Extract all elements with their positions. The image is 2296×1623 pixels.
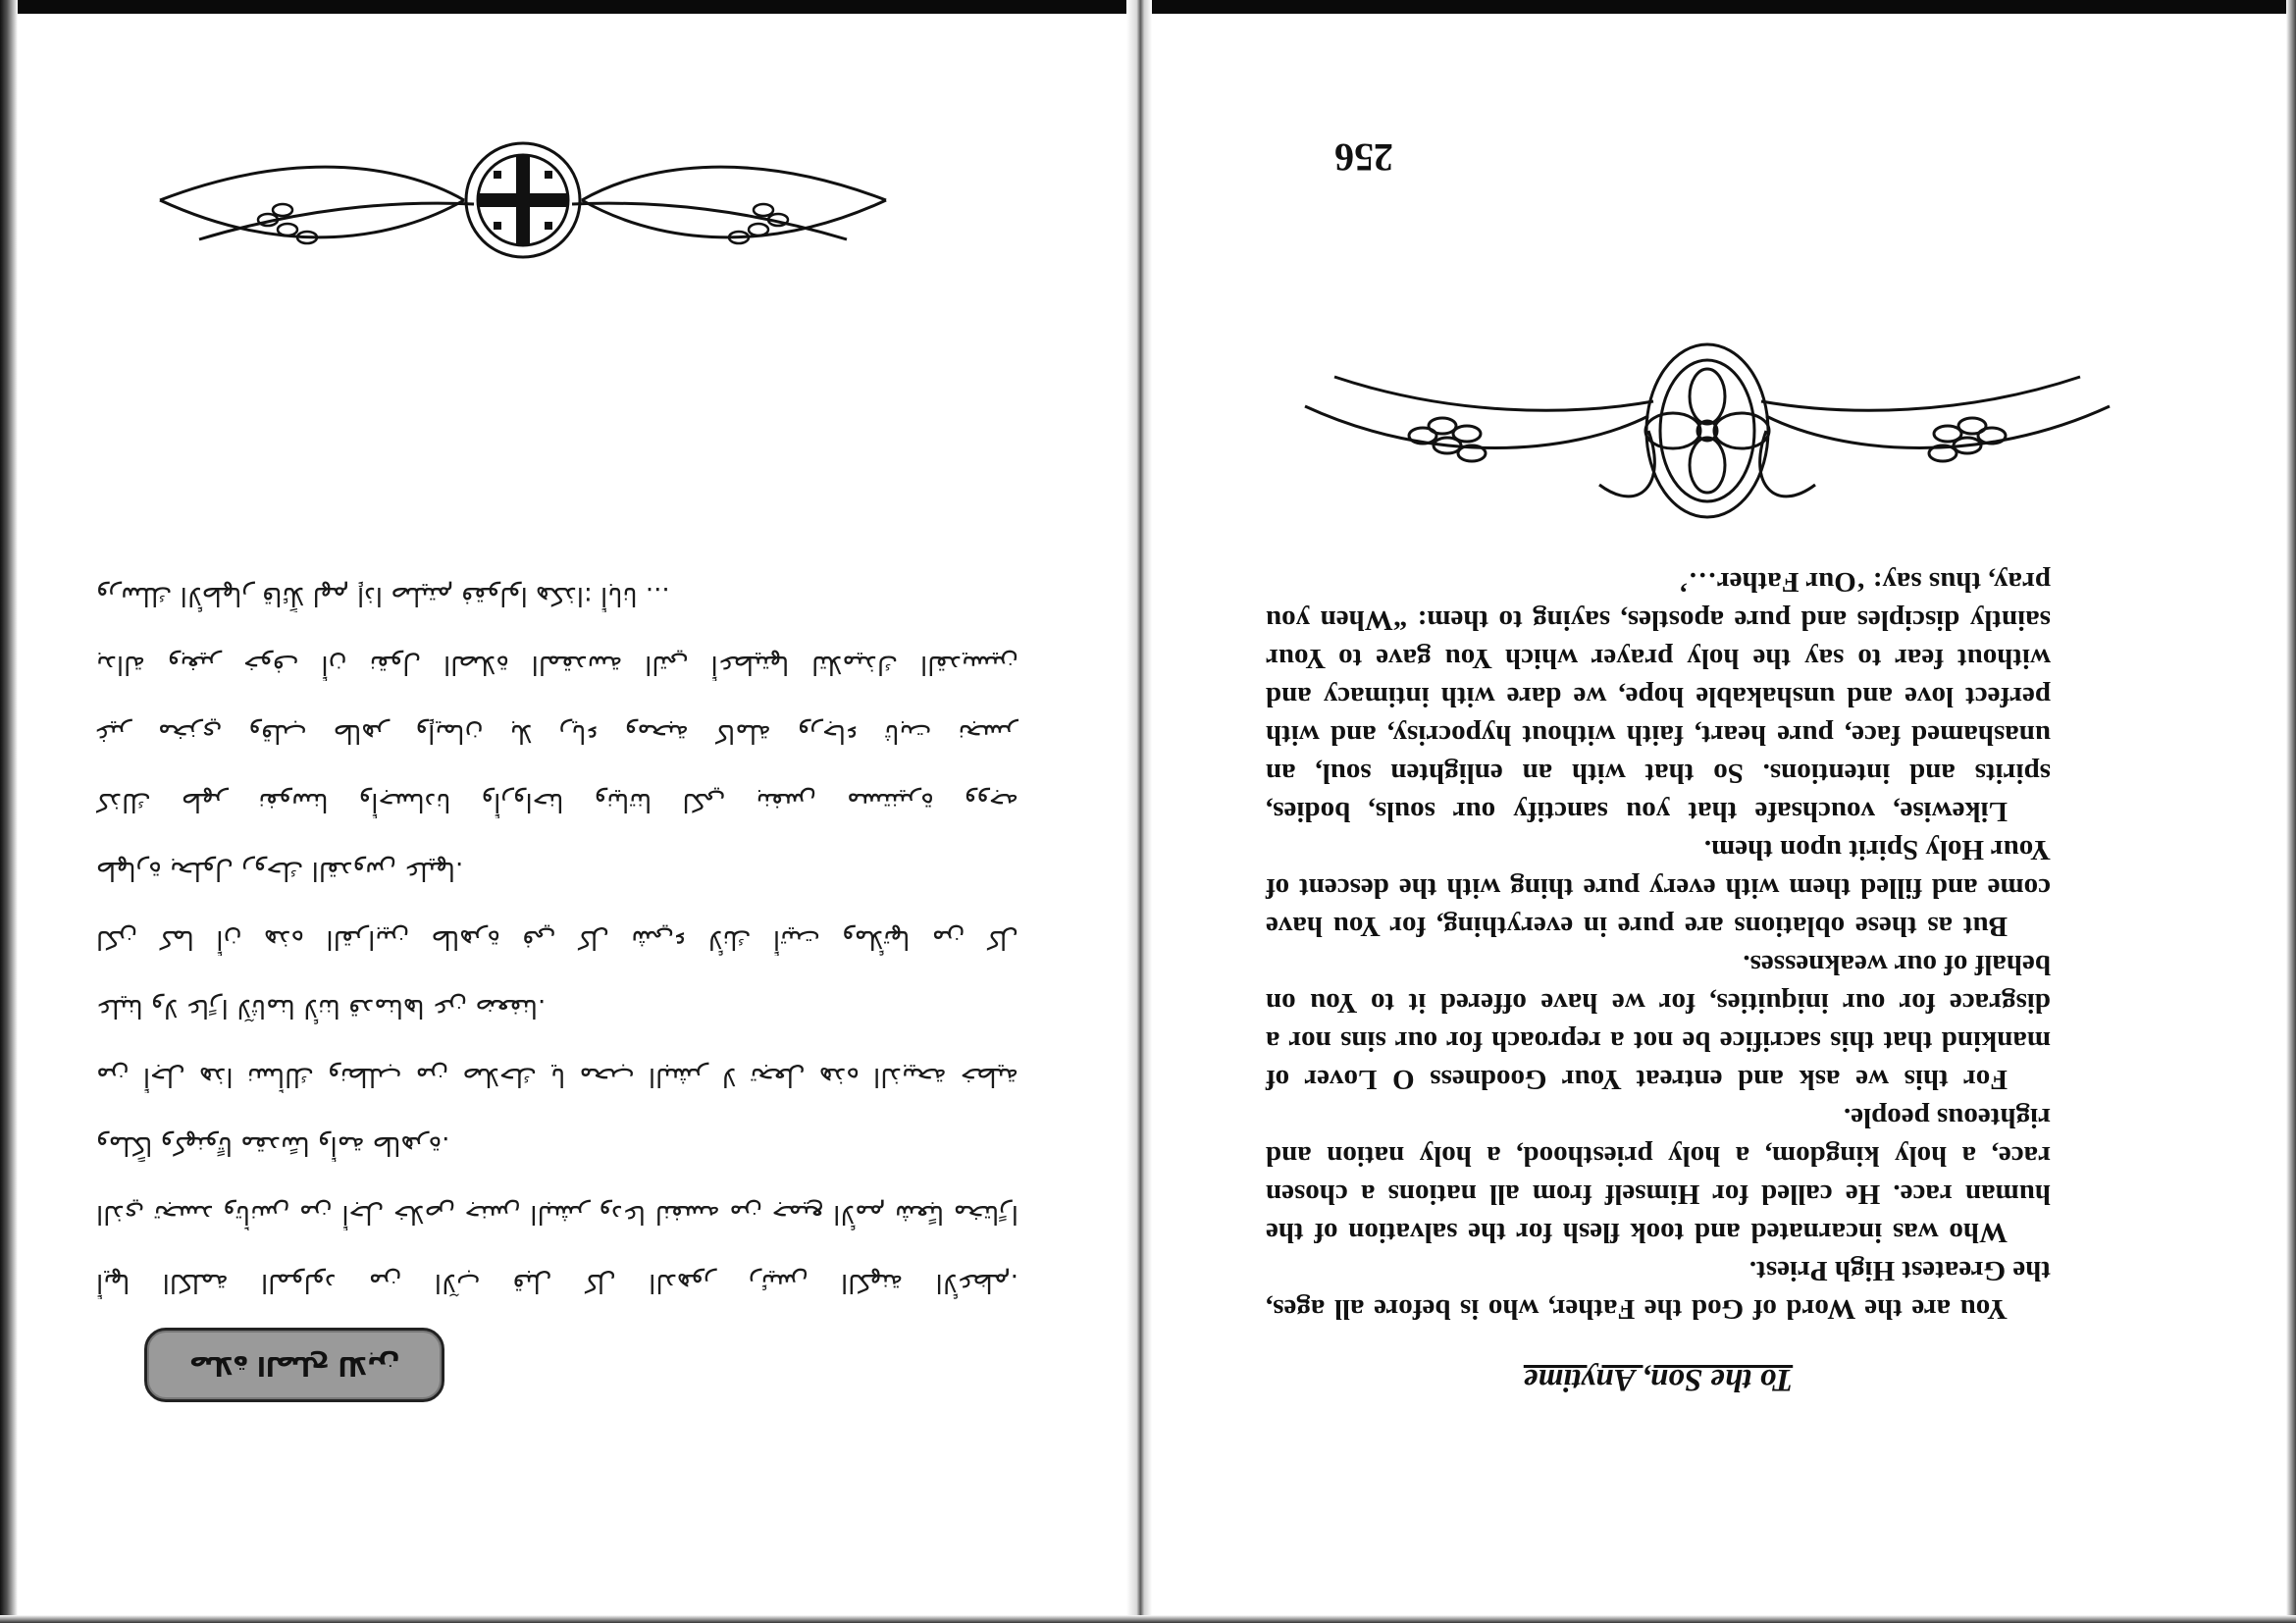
arabic-line: من أجل هذا نسألك ونطلب من صلاحك يا محب البشر لا تجعل هذه الذبيحة خطية <box>96 1062 1018 1091</box>
left-page <box>18 0 1126 1623</box>
paragraph: Who was incarnated and took flesh for the salvation of the human race. He called for Himself from all nations a chosen race, a holy kingdom, a holy priesthood, a holy nation and righteous people. <box>1266 1102 2051 1248</box>
arabic-line: طهارة بحلول روحك القدوس عليها. <box>96 856 464 885</box>
scan-left-edge <box>0 0 18 1623</box>
arabic-line: غير مخزي وقلب طاهر وإيمان بلا رياء ومحبة كاملة ورجاء ثابت نجسر <box>96 718 1018 748</box>
paragraph: But as these oblations are pure in everything, for You have come and filled them with every pure thing with the descent of Your Holy Spirit upon them. <box>1266 834 2051 942</box>
paragraph: You are the Word of God the Father, who is before all ages, the Greatest High Priest. <box>1266 1255 2051 1325</box>
arabic-line: وملكًا وكهنوتًا مقدسًا وأمة طاهرة. <box>96 1130 450 1160</box>
arabic-line: بدالة وبغير خوف أن نقول الصلاة المقدسة التي أعطيتها لتلاميذك القديسين <box>96 650 1018 679</box>
arabic-text-block <box>96 544 1018 1299</box>
english-text-block <box>1266 562 2051 1397</box>
paragraph: For this we ask and entreat Your Goodness O Lover of mankind that this sacrifice be not a reproach for our sins nor a disgrace for our iniquities, for we have offered it to You on behalf of our weaknesses. <box>1266 949 2051 1095</box>
arabic-line: كذلك طهر نفوسنا وأجسادنا وأرواحنا ونياتنا لكي بنفس مستنيرة ووجه <box>96 787 1018 816</box>
book-spine <box>1126 0 1152 1623</box>
arabic-line: ورسلك الأطهار قائلًا لهم إذا صليتم فقولوا هكذا: أبانا ... <box>96 581 670 610</box>
arabic-line: الذي تجسد وتأنس من أجل خلاص جنس البشر ودعا لنفسه من جميع الأمم شعبًا مختارًا <box>96 1199 1018 1229</box>
arabic-line: لكن كما أن هذه القرابين طاهرة في كل شيء لأنك أتيت وملأتها من كل <box>96 924 1018 954</box>
right-page <box>1168 0 2296 1623</box>
wheat-flower-ornament-icon <box>1276 338 2139 524</box>
arabic-line: أيها الكلمة المولود من الآب قبل كل الدهور رئيس الكهنة الأعظم. <box>96 1268 1018 1297</box>
arabic-title-banner: صلاة الصلح للابن <box>144 1328 444 1402</box>
paragraph: Likewise, vouchsafe that you sanctify our souls, bodies, spirits and intentions. So that with an enlighten soul, an unashamed face, pure heart, faith without hypocrisy, and with perfect love and unshakable hope, we dare with intimacy and without fear to say the holy prayer which You gave to Your saintly disciples and pure apostles, saying to them: “When you pray, thus say: ‘Our Father…’ <box>1266 566 2051 827</box>
cross-wheat-ornament-icon <box>140 102 906 298</box>
page-number: 256 <box>1334 135 1393 180</box>
arabic-line: علينا ولا عارًا لآثامنا لأننا قدمناها عن ضعفنا. <box>96 993 547 1022</box>
prayer-title: To the Son, Anytime <box>1523 1362 1794 1397</box>
